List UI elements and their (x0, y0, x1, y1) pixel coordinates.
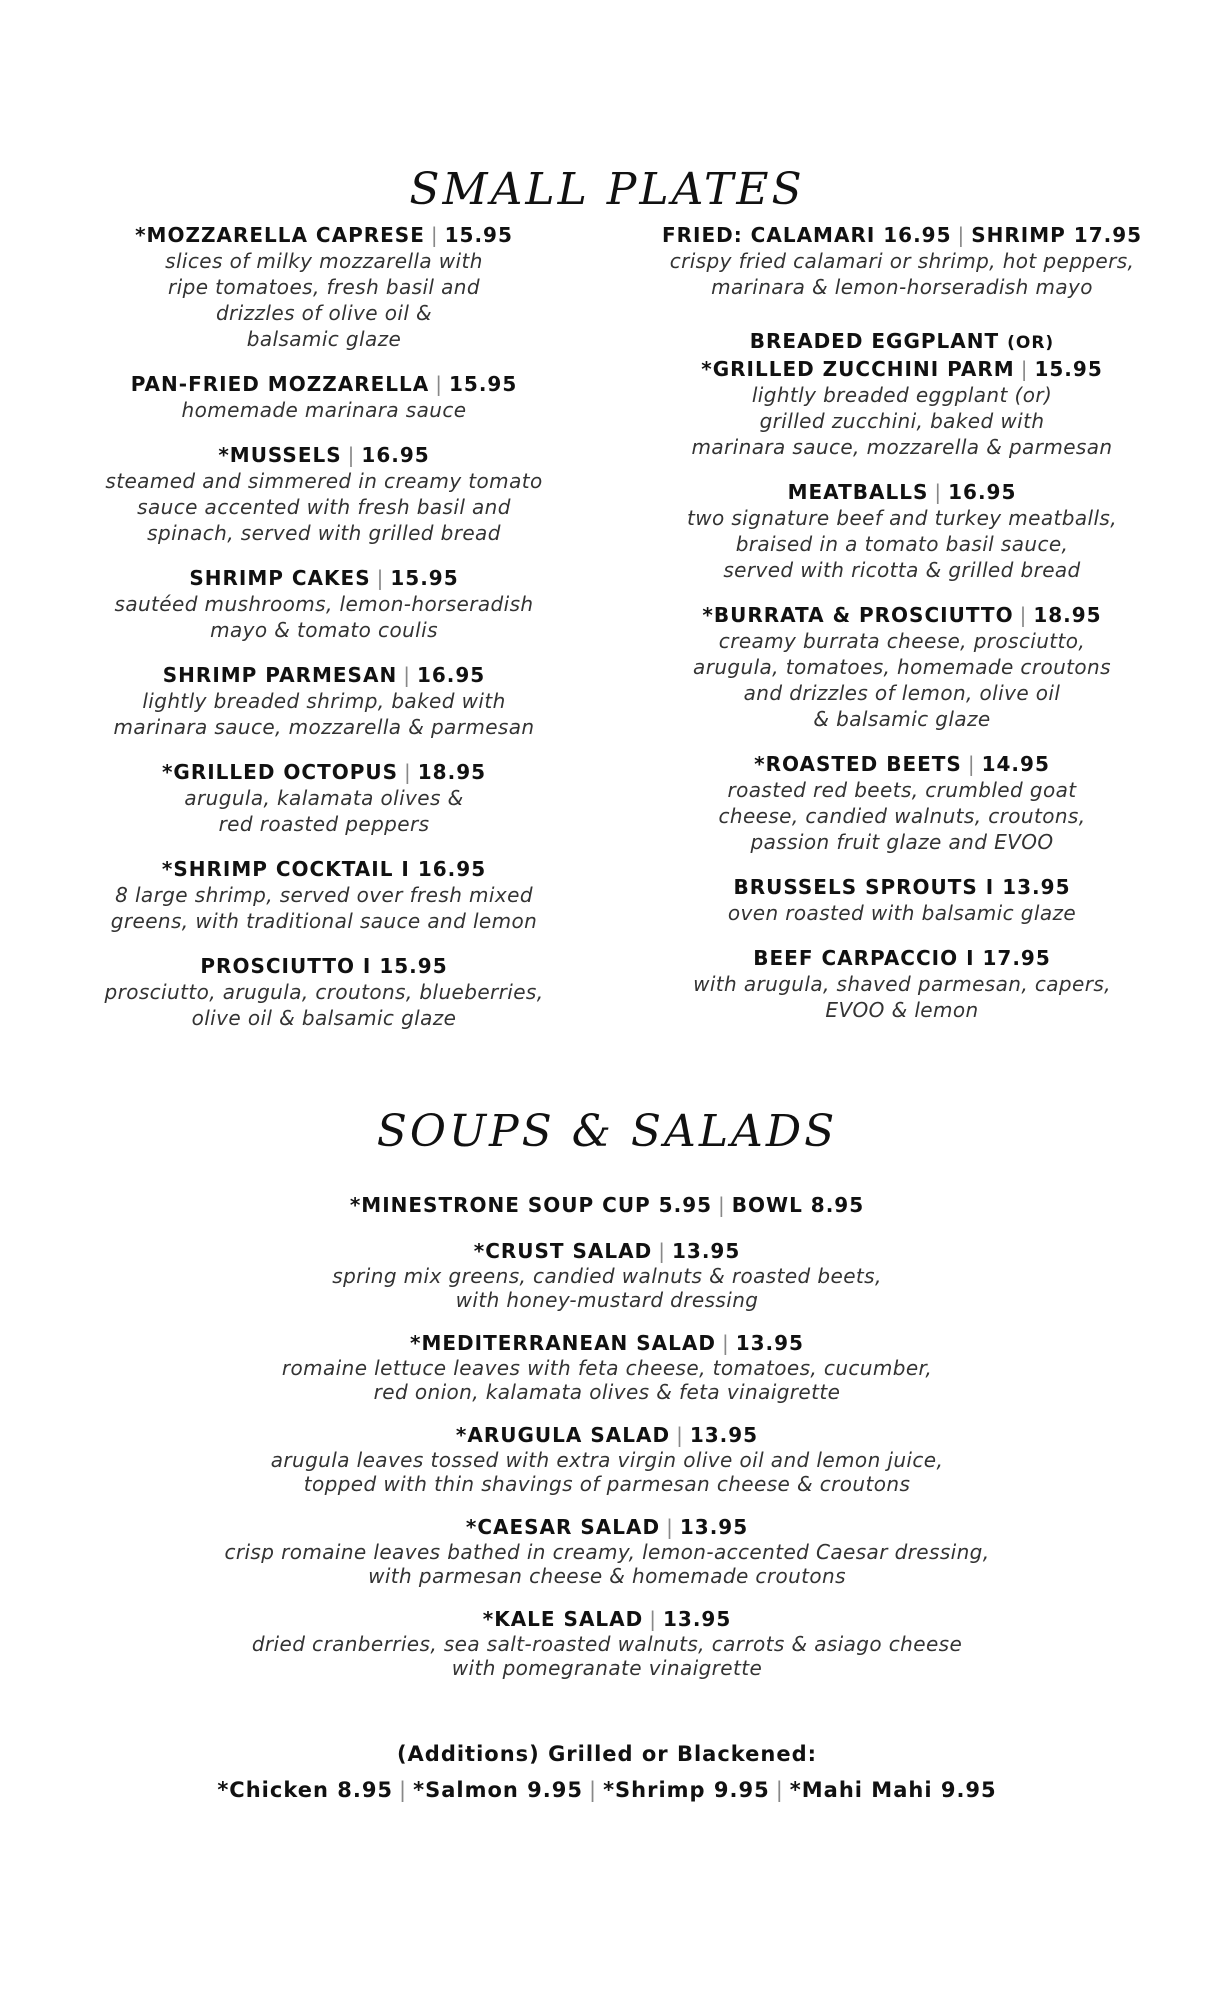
menu-item: *CAESAR SALAD | 13.95 crisp romaine leaves bathed in creamy, lemon-accented Caesar dressing, with parmesan cheese & homemade croutons (0, 1514, 1214, 1588)
item-name: *KALE SALAD (482, 1607, 644, 1631)
item-description: arugula leaves tossed with extra virgin olive oil and lemon juice, topped with thin shavings of parmesan cheese & croutons (270, 1448, 944, 1496)
item-name: BREADED EGGPLANT (749, 329, 1000, 353)
item-price: 13.95 (735, 1331, 804, 1355)
small-plates-right-column (642, 222, 1162, 1042)
item-description: creamy burrata cheese, prosciutto, arugula, tomatoes, homemade croutons and drizzles of lemon, olive oil & balsamic glaze (693, 629, 1111, 731)
item-price: 15.95 (1034, 357, 1103, 381)
small-plates-left-column (64, 222, 584, 1050)
item-name: PROSCIUTTO (200, 954, 355, 978)
item-price: 13.95 (1002, 875, 1071, 899)
addition-item: *Shrimp 9.95 (603, 1778, 770, 1802)
item-price: 18.95 (417, 760, 487, 784)
item-description: crisp romaine leaves bathed in creamy, lemon-accented Caesar dressing, with parmesan cheese & homemade croutons (224, 1540, 990, 1588)
menu-item: BRUSSELS SPROUTS I 13.95 oven roasted with balsamic glaze (642, 874, 1162, 926)
item-price: 17.95 (982, 946, 1051, 970)
item-description: lightly breaded eggplant (or) grilled zucchini, baked with marinara sauce, mozzarella & parmesan (691, 383, 1113, 459)
item-description: 8 large shrimp, served over fresh mixed greens, with traditional sauce and lemon (110, 883, 538, 933)
item-description: romaine lettuce leaves with feta cheese, tomatoes, cucumber, red onion, kalamata olives & feta vinaigrette (281, 1356, 933, 1404)
item-name: SHRIMP PARMESAN (162, 663, 398, 687)
item-name: FRIED: CALAMARI 16.95 (661, 223, 952, 247)
item-description: two signature beef and turkey meatballs, braised in a tomato basil sauce, served with ricotta & grilled bread (686, 506, 1118, 582)
menu-item-eggplant: BREADED EGGPLANT (OR) *GRILLED ZUCCHINI PARM | 15.95 lightly breaded eggplant (or) grilled zucchini, baked with marinara sauce, mozzarella & parmesan (642, 328, 1162, 460)
item-name: BRUSSELS SPROUTS (733, 875, 978, 899)
menu-item: *MUSSELS | 16.95 steamed and simmered in creamy tomato sauce accented with fresh basil and spinach, served with grilled bread (64, 442, 584, 546)
menu-item: *ROASTED BEETS | 14.95 roasted red beets, crumbled goat cheese, candied walnuts, croutons, passion fruit glaze and EVOO (642, 751, 1162, 855)
menu-item: SHRIMP PARMESAN | 16.95 lightly breaded shrimp, baked with marinara sauce, mozzarella & parmesan (64, 662, 584, 740)
menu-item: *CRUST SALAD | 13.95 spring mix greens, candied walnuts & roasted beets, with honey-mustard dressing (0, 1238, 1214, 1312)
item-name: *BURRATA & PROSCIUTTO (702, 603, 1014, 627)
addition-item: *Salmon 9.95 (413, 1778, 583, 1802)
item-description: sautéed mushrooms, lemon-horseradish mayo & tomato coulis (114, 592, 534, 642)
item-price: 16.95 (416, 663, 486, 687)
item-description: homemade marinara sauce (181, 398, 467, 422)
item-name: *ROASTED BEETS (754, 752, 962, 776)
item-description: dried cranberries, sea salt-roasted walnuts, carrots & asiago cheese with pomegranate vinaigrette (251, 1632, 963, 1680)
item-description: slices of milky mozzarella with ripe tomatoes, fresh basil and drizzles of olive oil & balsamic glaze (165, 249, 483, 351)
menu-item: BEEF CARPACCIO I 17.95 with arugula, shaved parmesan, capers, EVOO & lemon (642, 945, 1162, 1023)
item-price-bowl: BOWL 8.95 (731, 1193, 865, 1217)
item-name: *GRILLED OCTOPUS (161, 760, 399, 784)
item-description: oven roasted with balsamic glaze (727, 901, 1077, 925)
item-price: 15.95 (379, 954, 448, 978)
menu-item: *MOZZARELLA CAPRESE | 15.95 slices of milky mozzarella with ripe tomatoes, fresh basil and drizzles of olive oil & balsamic glaze (64, 222, 584, 352)
item-description: prosciutto, arugula, croutons, blueberries, olive oil & balsamic glaze (104, 980, 544, 1030)
additions-list: *Chicken 8.95 | *Salmon 9.95 | *Shrimp 9.95 | *Mahi Mahi 9.95 (217, 1778, 997, 1802)
menu-item: *SHRIMP COCKTAIL I 16.95 8 large shrimp, served over fresh mixed greens, with traditional sauce and lemon (64, 856, 584, 934)
item-name: *CAESAR SALAD (465, 1515, 661, 1539)
menu-item-fried: FRIED: CALAMARI 16.95 | SHRIMP 17.95 crispy fried calamari or shrimp, hot peppers, marinara & lemon-horseradish mayo (642, 222, 1162, 300)
item-price: 14.95 (981, 752, 1050, 776)
item-price: 13.95 (689, 1423, 759, 1447)
additions-section (0, 1739, 1214, 1805)
item-or: (OR) (1007, 333, 1055, 353)
item-name: *GRILLED ZUCCHINI PARM (701, 357, 1015, 381)
item-name: *CRUST SALAD (473, 1239, 653, 1263)
soups-salads-section (0, 1192, 1214, 1698)
item-description: steamed and simmered in creamy tomato sauce accented with fresh basil and spinach, served with grilled bread (105, 469, 543, 545)
menu-item: *MEDITERRANEAN SALAD | 13.95 romaine lettuce leaves with feta cheese, tomatoes, cucumber, red onion, kalamata olives & feta vinaigrette (0, 1330, 1214, 1404)
menu-item: MEATBALLS | 16.95 two signature beef and turkey meatballs, braised in a tomato basil sauce, served with ricotta & grilled bread (642, 479, 1162, 583)
item-price: 15.95 (390, 566, 459, 590)
item-name: *SHRIMP COCKTAIL (161, 857, 394, 881)
menu-item: *BURRATA & PROSCIUTTO | 18.95 creamy burrata cheese, prosciutto, arugula, tomatoes, homemade croutons and drizzles of lemon, olive oil & balsamic glaze (642, 602, 1162, 732)
additions-heading: (Additions) Grilled or Blackened: (396, 1742, 818, 1766)
item-price: 16.95 (361, 443, 430, 467)
item-price: SHRIMP 17.95 (971, 223, 1143, 247)
menu-item: *KALE SALAD | 13.95 dried cranberries, sea salt-roasted walnuts, carrots & asiago cheese with pomegranate vinaigrette (0, 1606, 1214, 1680)
item-description: crispy fried calamari or shrimp, hot peppers, marinara & lemon-horseradish mayo (669, 249, 1135, 299)
menu-item: *ARUGULA SALAD | 13.95 arugula leaves tossed with extra virgin olive oil and lemon juice, topped with thin shavings of parmesan cheese & croutons (0, 1422, 1214, 1496)
item-price: 18.95 (1033, 603, 1102, 627)
menu-item: *GRILLED OCTOPUS | 18.95 arugula, kalamata olives & red roasted peppers (64, 759, 584, 837)
menu-item: PROSCIUTTO I 15.95 prosciutto, arugula, croutons, blueberries, olive oil & balsamic glaze (64, 953, 584, 1031)
item-price: 13.95 (679, 1515, 749, 1539)
addition-item: *Mahi Mahi 9.95 (789, 1778, 997, 1802)
item-name: *MEDITERRANEAN SALAD (410, 1331, 716, 1355)
item-name: BEEF CARPACCIO (753, 946, 959, 970)
item-description: spring mix greens, candied walnuts & roasted beets, with honey-mustard dressing (332, 1264, 882, 1312)
item-name: *MUSSELS (218, 443, 342, 467)
item-price: 15.95 (444, 223, 513, 247)
menu-item: PAN-FRIED MOZZARELLA | 15.95 homemade marinara sauce (64, 371, 584, 423)
item-price: 13.95 (663, 1607, 732, 1631)
small-plates-title: SMALL PLATES (409, 164, 805, 215)
item-description: roasted red beets, crumbled goat cheese, candied walnuts, croutons, passion fruit glaze and EVOO (718, 778, 1086, 854)
item-description: arugula, kalamata olives & red roasted peppers (184, 786, 464, 836)
item-price: 13.95 (671, 1239, 741, 1263)
item-name: *ARUGULA SALAD (455, 1423, 671, 1447)
item-price: 16.95 (948, 480, 1017, 504)
item-name: PAN-FRIED MOZZARELLA (130, 372, 430, 396)
item-name: *MOZZARELLA CAPRESE (135, 223, 425, 247)
item-name: MEATBALLS (787, 480, 929, 504)
item-description: with arugula, shaved parmesan, capers, EVOO & lemon (693, 972, 1111, 1022)
addition-item: *Chicken 8.95 (217, 1778, 394, 1802)
item-price-cup: CUP 5.95 (602, 1193, 713, 1217)
menu-item-minestrone: *MINESTRONE SOUP CUP 5.95 | BOWL 8.95 (349, 1193, 865, 1217)
item-price: 16.95 (417, 857, 487, 881)
soups-salads-title: SOUPS & SALADS (376, 1106, 838, 1157)
item-name: SHRIMP CAKES (189, 566, 371, 590)
menu-item: SHRIMP CAKES | 15.95 sautéed mushrooms, lemon-horseradish mayo & tomato coulis (64, 565, 584, 643)
item-price: 15.95 (448, 372, 518, 396)
item-name: *MINESTRONE SOUP (349, 1193, 595, 1217)
item-description: lightly breaded shrimp, baked with marinara sauce, mozzarella & parmesan (113, 689, 535, 739)
